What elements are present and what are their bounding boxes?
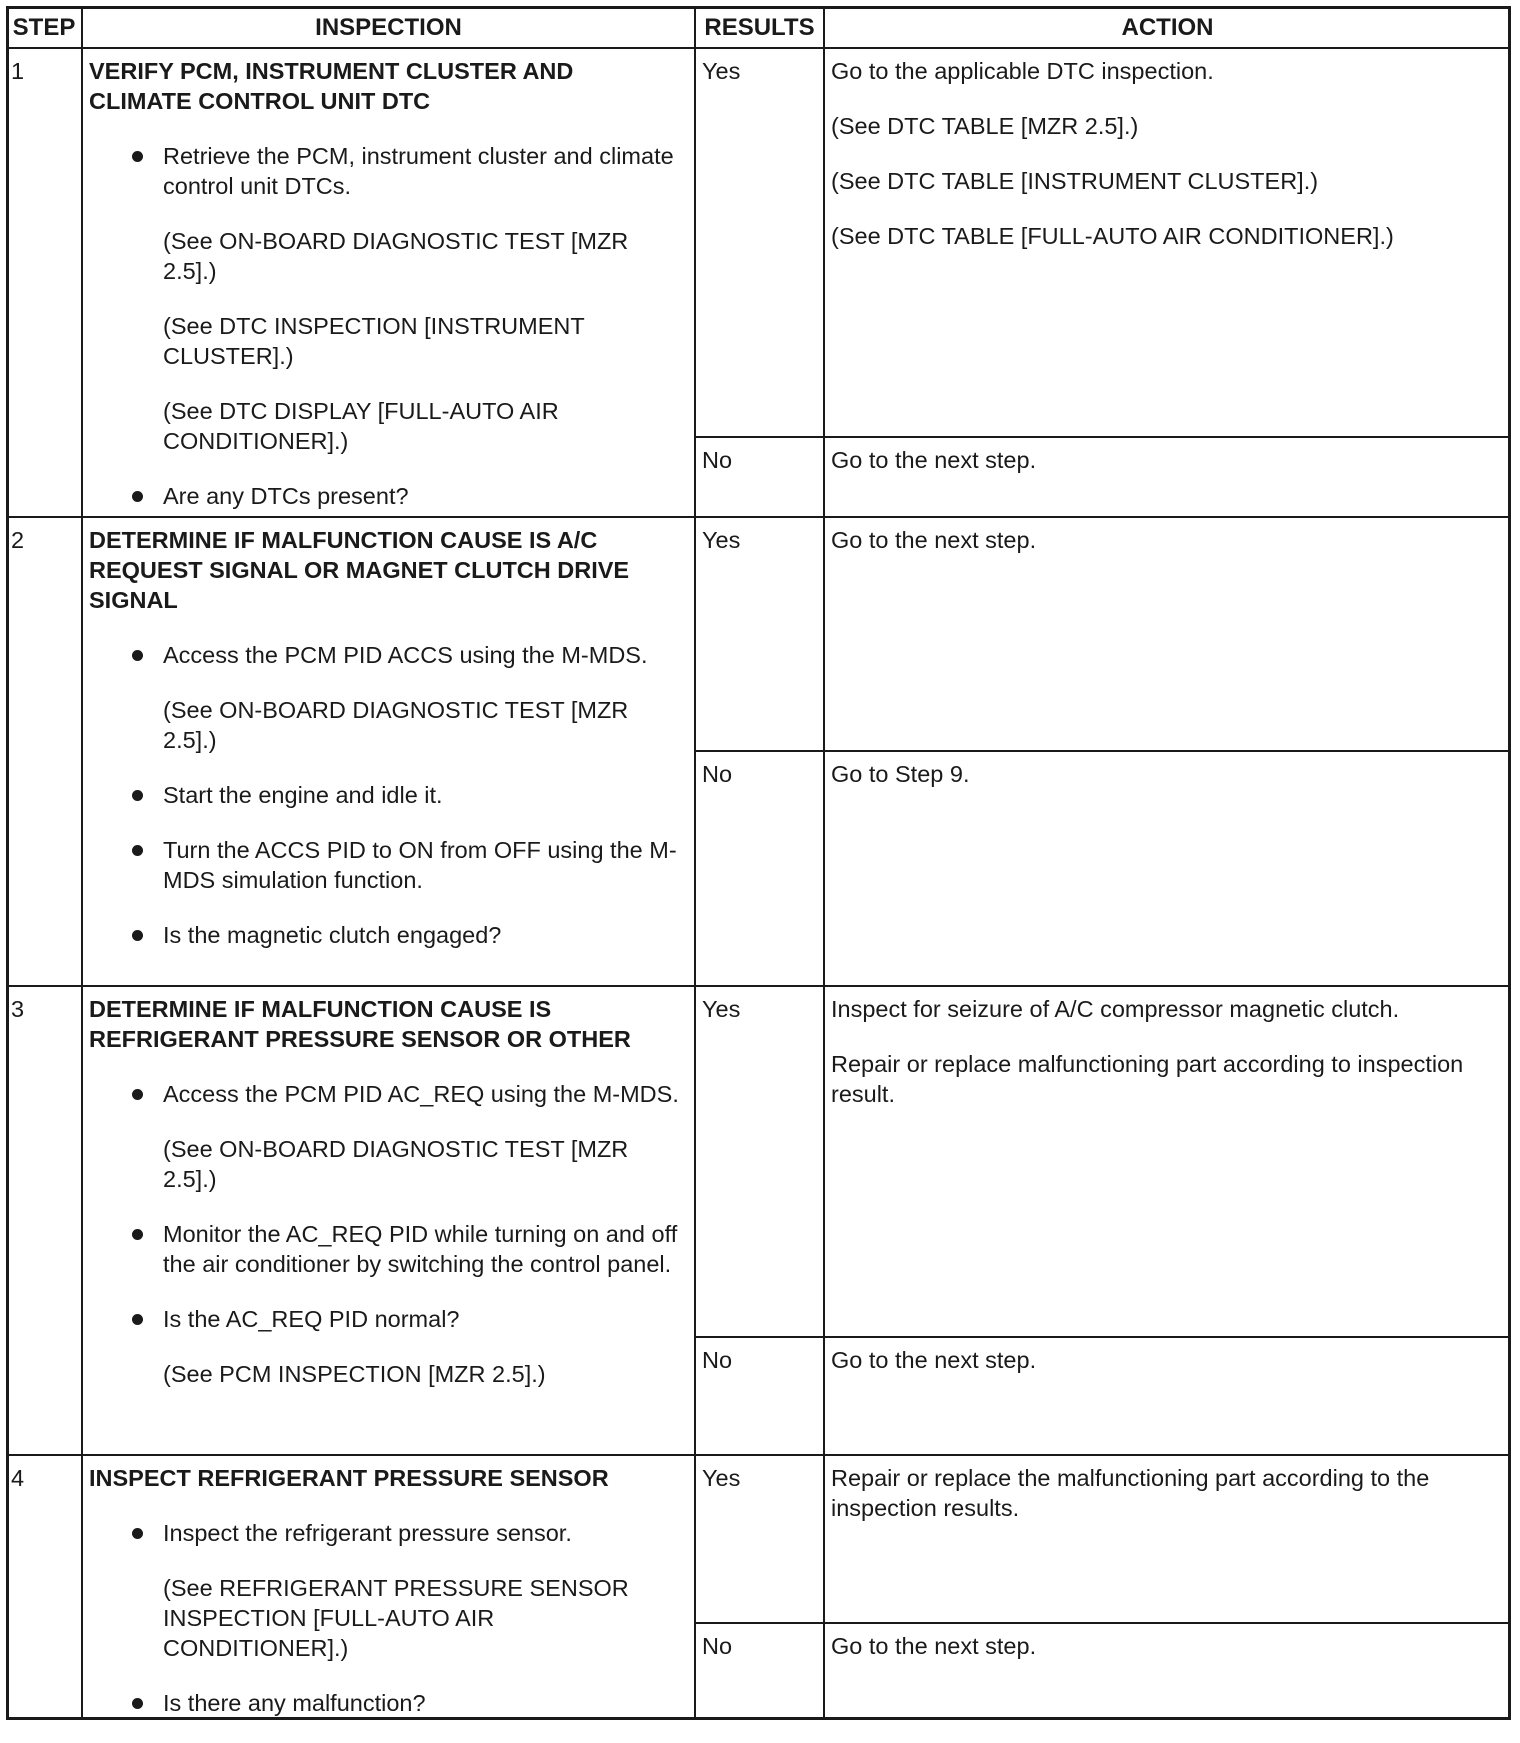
bullet-icon <box>132 491 143 502</box>
inspection-note: (See REFRIGERANT PRESSURE SENSOR INSPECTION [FULL-AUTO AIR CONDITIONER].) <box>163 1575 629 1661</box>
bullet-icon <box>132 650 143 661</box>
result-label: Yes <box>702 58 741 84</box>
action-text: (See DTC TABLE [MZR 2.5].) <box>831 113 1139 139</box>
inspection-bullet: Start the engine and idle it. <box>89 780 679 810</box>
inspection-bullet: Are any DTCs present? <box>89 481 679 511</box>
result-label: Yes <box>702 996 741 1022</box>
step-title: DETERMINE IF MALFUNCTION CAUSE IS A/C REQUEST SIGNAL OR MAGNET CLUTCH DRIVE SIGNAL <box>89 527 630 613</box>
inspection-note: (See DTC INSPECTION [INSTRUMENT CLUSTER].) <box>163 313 585 369</box>
bullet-icon <box>132 845 143 856</box>
action-cell <box>831 56 1506 276</box>
bullet-icon <box>132 1229 143 1240</box>
inspection-cell <box>89 994 679 1414</box>
inspection-bullet: Turn the ACCS PID to ON from OFF using the M-MDS simulation function. <box>89 835 679 895</box>
inspection-cell <box>89 1463 679 1743</box>
result-label: No <box>702 1347 733 1373</box>
result-label: Yes <box>702 1465 741 1491</box>
inspection-bullet: Is the AC_REQ PID normal? <box>89 1304 679 1334</box>
bullet-icon <box>132 1698 143 1709</box>
inspection-note: (See ON-BOARD DIAGNOSTIC TEST [MZR 2.5].) <box>163 697 629 753</box>
bullet-icon <box>132 151 143 162</box>
diagnostic-table <box>6 6 1511 1720</box>
step-title: VERIFY PCM, INSTRUMENT CLUSTER AND CLIMATE CONTROL UNIT DTC <box>89 58 574 114</box>
inspection-bullet: Access the PCM PID AC_REQ using the M-MDS. <box>89 1079 679 1109</box>
action-text: Repair or replace malfunctioning part according to inspection result. <box>831 1051 1464 1107</box>
step-number: 1 <box>11 58 25 84</box>
result-label: No <box>702 447 733 473</box>
inspection-note: (See PCM INSPECTION [MZR 2.5].) <box>163 1361 546 1387</box>
header-inspection: INSPECTION <box>315 14 462 41</box>
inspection-bullet: Monitor the AC_REQ PID while turning on and off the air conditioner by switching the control panel. <box>89 1219 679 1279</box>
step-title: DETERMINE IF MALFUNCTION CAUSE IS REFRIGERANT PRESSURE SENSOR OR OTHER <box>89 996 631 1052</box>
bullet-icon <box>132 790 143 801</box>
action-text: Go to the next step. <box>831 1347 1037 1373</box>
bullet-icon <box>132 1314 143 1325</box>
action-text: Go to the next step. <box>831 1633 1037 1659</box>
action-text: Repair or replace the malfunctioning part according to the inspection results. <box>831 1465 1430 1521</box>
bullet-icon <box>132 1089 143 1100</box>
step-number: 2 <box>11 527 25 553</box>
inspection-note: (See ON-BOARD DIAGNOSTIC TEST [MZR 2.5].) <box>163 1136 629 1192</box>
inspection-note: (See ON-BOARD DIAGNOSTIC TEST [MZR 2.5].) <box>163 228 629 284</box>
action-text: Inspect for seizure of A/C compressor magnetic clutch. <box>831 996 1400 1022</box>
action-text: Go to the applicable DTC inspection. <box>831 58 1214 84</box>
header-results: RESULTS <box>704 14 815 41</box>
inspection-cell <box>89 56 679 536</box>
action-text: Go to the next step. <box>831 527 1037 553</box>
inspection-bullet: Inspect the refrigerant pressure sensor. <box>89 1518 679 1548</box>
result-label: Yes <box>702 527 741 553</box>
action-text: (See DTC TABLE [FULL-AUTO AIR CONDITIONER].) <box>831 223 1394 249</box>
bullet-icon <box>132 1528 143 1539</box>
inspection-cell <box>89 525 679 975</box>
bullet-icon <box>132 930 143 941</box>
result-label: No <box>702 1633 733 1659</box>
inspection-bullet: Is the magnetic clutch engaged? <box>89 920 679 950</box>
inspection-note: (See DTC DISPLAY [FULL-AUTO AIR CONDITIONER].) <box>163 398 559 454</box>
action-text: Go to the next step. <box>831 447 1037 473</box>
action-cell <box>831 994 1509 1134</box>
step-title: INSPECT REFRIGERANT PRESSURE SENSOR <box>89 1465 609 1491</box>
step-number: 3 <box>11 996 25 1022</box>
inspection-bullet: Is there any malfunction? <box>89 1688 679 1718</box>
result-label: No <box>702 761 733 787</box>
action-text: (See DTC TABLE [INSTRUMENT CLUSTER].) <box>831 168 1319 194</box>
inspection-bullet: Access the PCM PID ACCS using the M-MDS. <box>89 640 679 670</box>
header-action: ACTION <box>1121 14 1214 41</box>
action-text: Go to Step 9. <box>831 761 970 787</box>
step-number: 4 <box>11 1465 25 1491</box>
inspection-bullet: Retrieve the PCM, instrument cluster and climate control unit DTCs. <box>89 141 679 201</box>
header-step: STEP <box>12 14 76 41</box>
